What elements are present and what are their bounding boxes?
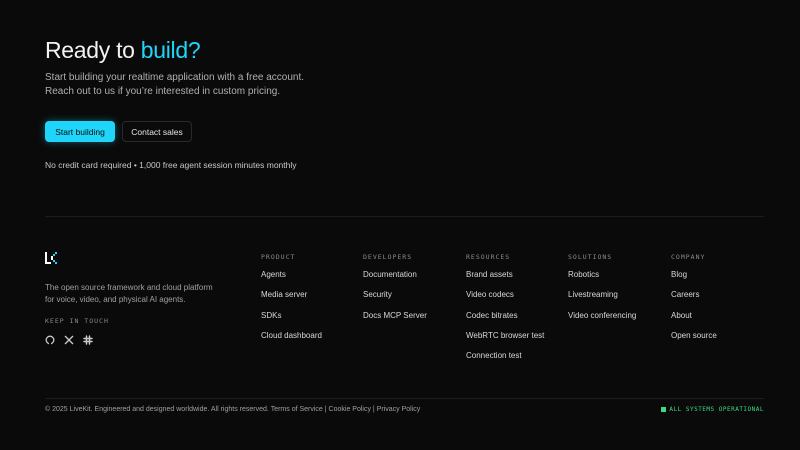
footer-link[interactable]: Brand assets <box>466 270 513 279</box>
privacy-link[interactable]: Privacy Policy <box>376 406 421 413</box>
footer-link[interactable]: Documentation <box>363 270 417 279</box>
separator: | <box>372 406 375 413</box>
status-text: ALL SYSTEMS OPERATIONAL <box>669 406 764 413</box>
footer-link[interactable]: Video conferencing <box>568 310 637 320</box>
column-heading: RESOURCES <box>466 253 511 261</box>
system-status[interactable] <box>661 406 764 413</box>
status-indicator-icon <box>661 407 666 412</box>
footer-link[interactable]: Video codecs <box>466 290 514 300</box>
footer-link[interactable]: Connection test <box>466 351 522 361</box>
tagline-line: The open source framework and cloud platform <box>45 283 213 292</box>
start-building-button[interactable]: Start building <box>45 121 115 142</box>
title-prefix: Ready to <box>45 37 141 63</box>
livekit-logo-icon[interactable] <box>45 252 58 264</box>
footer-column-developers <box>363 253 427 331</box>
footer-link[interactable]: Agents <box>261 270 286 279</box>
page-title <box>45 37 200 64</box>
footer-link[interactable]: Open source <box>671 330 717 340</box>
keep-in-touch-label: KEEP IN TOUCH <box>45 317 109 325</box>
social-links <box>45 332 93 342</box>
column-heading: PRODUCT <box>261 253 296 261</box>
footer-link[interactable]: Media server <box>261 290 308 300</box>
footer-column-solutions <box>568 253 636 331</box>
subtitle-line: Start building your realtime application with a free account. <box>45 72 305 83</box>
footer-column-resources <box>466 253 544 371</box>
column-heading: SOLUTIONS <box>568 253 613 261</box>
hero-subtitle <box>45 71 304 99</box>
slack-icon[interactable] <box>83 332 93 342</box>
x-icon[interactable] <box>64 332 74 342</box>
terms-link[interactable]: Terms of Service <box>270 406 323 413</box>
column-heading: COMPANY <box>671 253 706 261</box>
footer-link[interactable]: Security <box>363 290 392 300</box>
footer-link[interactable]: Careers <box>671 290 700 300</box>
footer-link[interactable]: Blog <box>671 270 688 279</box>
divider <box>45 398 764 399</box>
footer-link[interactable]: Cloud dashboard <box>261 330 322 340</box>
title-accent: build? <box>140 37 201 63</box>
footer-link[interactable]: Robotics <box>568 270 600 279</box>
pricing-note: No credit card required • 1,000 free agent session minutes monthly <box>45 160 297 170</box>
column-heading: DEVELOPERS <box>363 253 413 261</box>
footer-link[interactable]: Livestreaming <box>568 290 618 300</box>
contact-sales-button[interactable]: Contact sales <box>122 121 192 142</box>
tagline <box>45 282 213 306</box>
cookie-link[interactable]: Cookie Policy <box>328 406 371 413</box>
footer-link[interactable]: SDKs <box>261 310 282 320</box>
footer-link[interactable]: Codec bitrates <box>466 310 518 320</box>
github-icon[interactable] <box>45 332 55 342</box>
copyright <box>45 406 420 413</box>
copyright-text: © 2025 LiveKit. Engineered and designed worldwide. All rights reserved. <box>45 406 269 413</box>
footer-link[interactable]: WebRTC browser test <box>466 330 545 340</box>
footer-link[interactable]: Docs MCP Server <box>363 310 427 320</box>
divider <box>45 216 764 217</box>
footer-column-product <box>261 253 322 351</box>
separator: | <box>324 406 327 413</box>
footer-column-company <box>671 253 717 351</box>
tagline-line: for voice, video, and physical AI agents. <box>45 295 186 304</box>
subtitle-line: Reach out to us if you’re interested in custom pricing. <box>45 86 281 97</box>
footer-link[interactable]: About <box>671 310 692 320</box>
